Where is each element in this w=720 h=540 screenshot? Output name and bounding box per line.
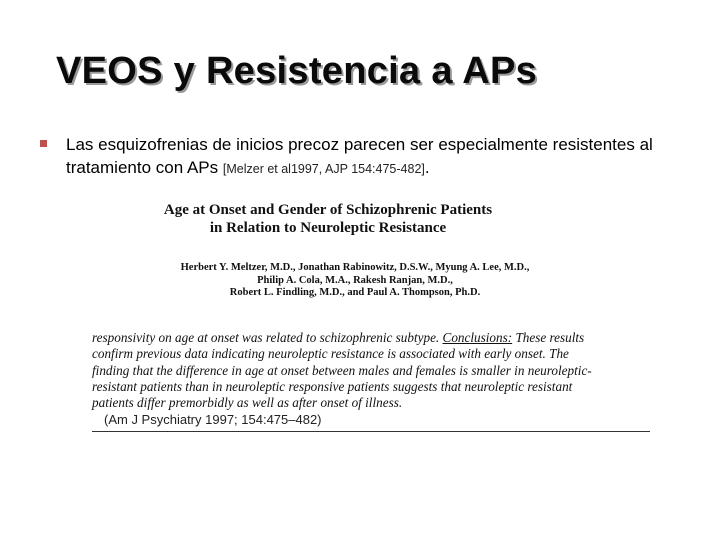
bullet-end: . xyxy=(424,158,430,177)
paper-title-line: Age at Onset and Gender of Schizophrenic Patients xyxy=(163,202,493,218)
abstract-text: These results xyxy=(512,330,585,345)
paper-title-line: in Relation to Neuroleptic Resistance xyxy=(209,220,447,236)
abstract-line: resistant patients than in neuroleptic responsive patients suggests that neuroleptic resistant xyxy=(92,378,573,394)
bullet-citation: [Melzer et al1997, AJP 154:475-482] xyxy=(222,162,425,176)
abstract-excerpt xyxy=(92,330,658,411)
slide-title: VEOS y Resistencia a APs xyxy=(56,50,538,92)
author-line: Herbert Y. Meltzer, M.D., Jonathan Rabinowitz, D.S.W., Myung A. Lee, M.D., xyxy=(180,262,530,273)
author-line: Robert L. Findling, M.D., and Paul A. Thompson, Ph.D. xyxy=(229,287,481,298)
square-bullet-icon xyxy=(40,140,47,147)
abstract-line: finding that the difference in age at onset between males and females is smaller in neuroleptic- xyxy=(92,362,592,378)
author-line: Philip A. Cola, M.A., Rakesh Ranjan, M.D., xyxy=(257,274,453,286)
bullet-text xyxy=(66,133,706,181)
paper-authors xyxy=(155,262,555,300)
paper-title xyxy=(140,201,516,237)
abstract-line: patients differ premorbidly as well as after onset of illness. xyxy=(92,395,403,411)
abstract-line xyxy=(92,330,658,346)
conclusions-label: Conclusions: xyxy=(442,330,513,345)
abstract-line: confirm previous data indicating neuroleptic resistance is associated with early onset. The xyxy=(92,346,569,362)
divider-line xyxy=(92,431,650,432)
bullet-main-text: Las esquizofrenias de inicios precoz parecen ser especialmente resistentes al tratamiento con APs xyxy=(66,135,653,177)
abstract-text: responsivity on age at onset was related to schizophrenic subtype. xyxy=(92,330,443,345)
journal-citation: (Am J Psychiatry 1997; 154:475–482) xyxy=(104,412,322,427)
